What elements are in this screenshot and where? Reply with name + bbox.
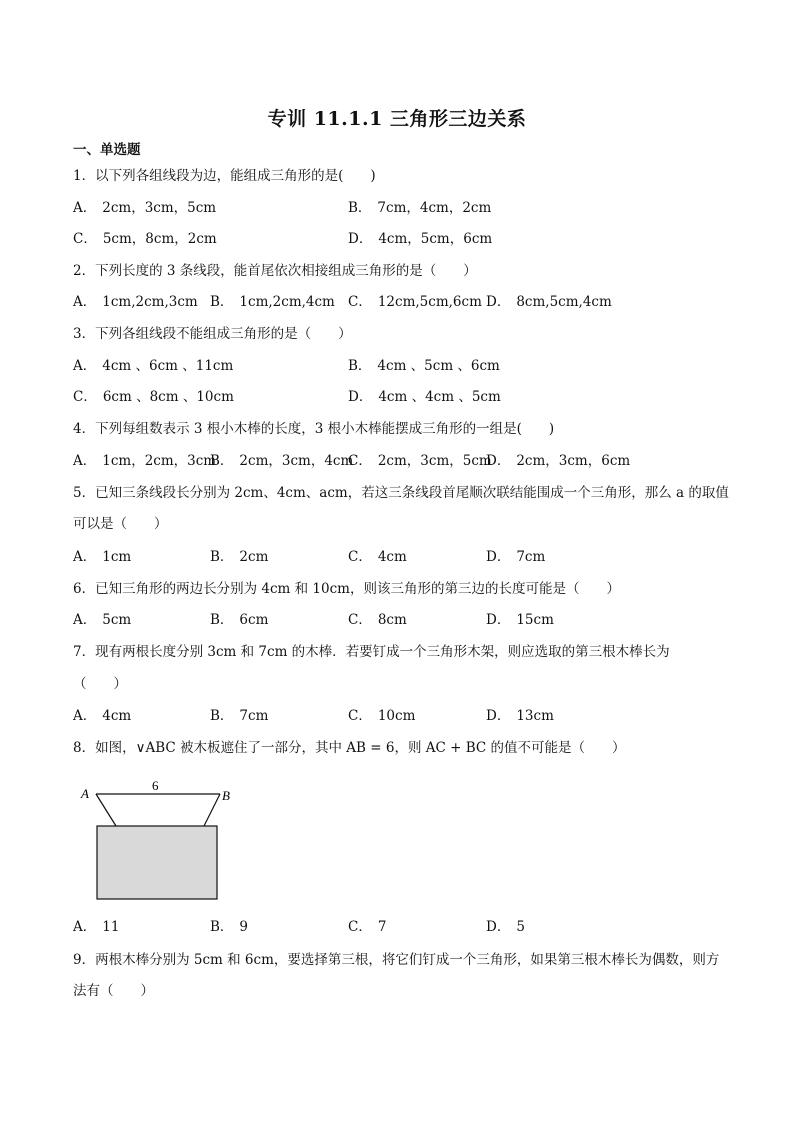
q8-option-d: D． 5 xyxy=(486,919,525,935)
segment-bc-visible xyxy=(204,794,220,826)
section-heading: 一、单选题 xyxy=(73,142,141,158)
question-4-stem: 4．下列每组数表示 3 根小木棒的长度，3 根小木棒能摆成三角形的一组是( ) xyxy=(73,421,555,437)
q2-option-d: D． 8cm,5cm,4cm xyxy=(486,294,612,310)
question-7-stem: 7．现有两根长度分别 3cm 和 7cm 的木棒．若要钉成一个三角形木架，则应选取的第三根木棒长为 xyxy=(73,644,670,660)
q5-option-d: D． 7cm xyxy=(486,549,546,565)
question-5-stem: 5．已知三条线段长分别为 2cm、4cm、acm，若这三条线段首尾顺次联结能围成一个三角形，那么 a 的取值 xyxy=(73,485,729,501)
question-1-stem: 1．以下列各组线段为边，能组成三角形的是( ) xyxy=(73,168,376,184)
page-title: 专训 11.1.1 三角形三边关系 xyxy=(267,108,527,130)
label-a: A xyxy=(81,786,89,801)
q6-option-a: A． 5cm xyxy=(73,612,132,628)
q7-option-a: A． 4cm xyxy=(73,708,132,724)
q7-option-d: D． 13cm xyxy=(486,708,554,724)
label-ab-length: 6 xyxy=(152,778,159,793)
q5-option-c: C． 4cm xyxy=(348,549,407,565)
question-7-stem-cont: （ ） xyxy=(73,676,127,692)
q7-option-c: C． 10cm xyxy=(348,708,416,724)
q6-option-c: C． 8cm xyxy=(348,612,407,628)
q3-option-b: B． 4cm 、5cm 、6cm xyxy=(348,358,500,374)
q4-option-b: B． 2cm，3cm，4cm xyxy=(210,453,354,469)
question-6-stem: 6．已知三角形的两边长分别为 4cm 和 10cm，则该三角形的第三边的长度可能是（ ） xyxy=(73,581,620,597)
q2-option-b: B． 1cm,2cm,4cm xyxy=(210,294,335,310)
q2-option-a: A． 1cm,2cm,3cm xyxy=(73,294,198,310)
question-2-stem: 2．下列长度的 3 条线段，能首尾依次相接组成三角形的是（ ） xyxy=(73,263,477,279)
q1-option-d: D． 4cm，5cm，6cm xyxy=(348,231,493,247)
question-3-stem: 3．下列各组线段不能组成三角形的是（ ） xyxy=(73,326,352,342)
q8-option-b: B． 9 xyxy=(210,919,249,935)
question-9-stem: 9．两根木棒分别为 5cm 和 6cm，要选择第三根，将它们钉成一个三角形，如果第三根木棒长为偶数，则方 xyxy=(73,952,720,968)
q1-option-a: A． 2cm，3cm，5cm xyxy=(73,200,217,216)
q3-option-c: C． 6cm 、8cm 、10cm xyxy=(73,389,234,405)
q4-option-d: D． 2cm，3cm，6cm xyxy=(486,453,631,469)
label-b: B xyxy=(222,788,230,803)
triangle-board-figure xyxy=(78,776,238,904)
q4-option-c: C． 2cm，3cm，5cm xyxy=(348,453,492,469)
q1-option-b: B． 7cm，4cm，2cm xyxy=(348,200,492,216)
q5-option-a: A． 1cm xyxy=(73,549,132,565)
q4-option-a: A． 1cm，2cm，3cm xyxy=(73,453,217,469)
question-8-stem: 8．如图，∨ABC 被木板遮住了一部分，其中 AB = 6，则 AC + BC 的值不可能是（ ） xyxy=(73,740,626,756)
q2-option-c: C． 12cm,5cm,6cm xyxy=(348,294,482,310)
q3-option-d: D． 4cm 、4cm 、5cm xyxy=(348,389,501,405)
q1-option-c: C． 5cm，8cm，2cm xyxy=(73,231,217,247)
segment-ac-visible xyxy=(96,794,116,826)
q3-option-a: A． 4cm 、6cm 、11cm xyxy=(73,358,234,374)
wooden-board xyxy=(97,826,217,899)
q5-option-b: B． 2cm xyxy=(210,549,269,565)
q8-option-c: C． 7 xyxy=(348,919,387,935)
q8-option-a: A． 11 xyxy=(73,919,120,935)
q6-option-d: D． 15cm xyxy=(486,612,554,628)
q6-option-b: B． 6cm xyxy=(210,612,269,628)
q7-option-b: B． 7cm xyxy=(210,708,269,724)
question-5-stem-cont: 可以是（ ） xyxy=(73,516,168,532)
question-9-stem-cont: 法有（ ） xyxy=(73,983,154,999)
